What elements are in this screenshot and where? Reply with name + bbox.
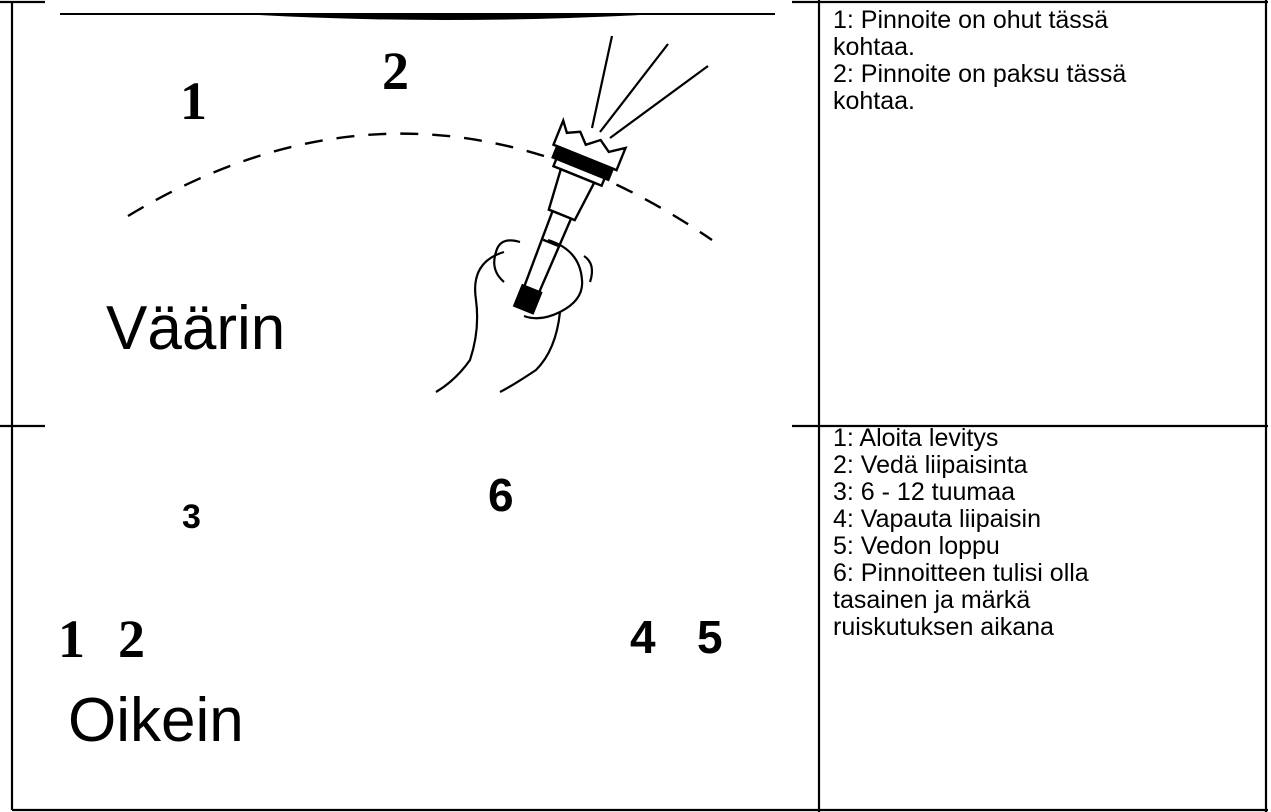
right-label-5: 5 [697, 611, 723, 663]
right-note-line: 3: 6 - 12 tuumaa [833, 478, 1016, 506]
right-note-line: 1: Aloita levitys [833, 424, 999, 452]
wrong-note-line: 1: Pinnoite on ohut tässä [833, 6, 1109, 34]
right-note-line: tasainen ja märkä [833, 586, 1031, 614]
right-label-3: 3 [182, 498, 201, 536]
right-title: Oikein [68, 686, 244, 755]
wrong-label-2: 2 [382, 41, 409, 101]
right-label-1: 1 [58, 609, 85, 669]
right-label-2: 2 [118, 609, 145, 669]
right-note-line: 4: Vapauta liipaisin [833, 505, 1042, 533]
wrong-notes [833, 7, 1253, 115]
right-note-line: ruiskutuksen aikana [833, 613, 1054, 641]
right-note-line: 6: Pinnoitteen tulisi olla [833, 559, 1089, 587]
wrong-note-line: 2: Pinnoite on paksu tässä [833, 60, 1127, 88]
wrong-note-line: kohtaa. [833, 33, 916, 61]
right-label-6: 6 [488, 469, 514, 521]
wrong-spray-lines [592, 36, 708, 138]
right-note-line: 2: Vedä liipaisinta [833, 451, 1028, 479]
wrong-label-1: 1 [180, 71, 207, 131]
right-label-4: 4 [630, 611, 656, 663]
wrong-hand-icon [436, 240, 592, 392]
wrong-surface [60, 14, 775, 20]
wrong-note-line: kohtaa. [833, 87, 916, 115]
wrong-spray-gun-icon [492, 121, 626, 323]
wrong-title: Väärin [106, 294, 286, 363]
right-notes [833, 425, 1253, 641]
right-note-line: 5: Vedon loppu [833, 532, 1000, 560]
